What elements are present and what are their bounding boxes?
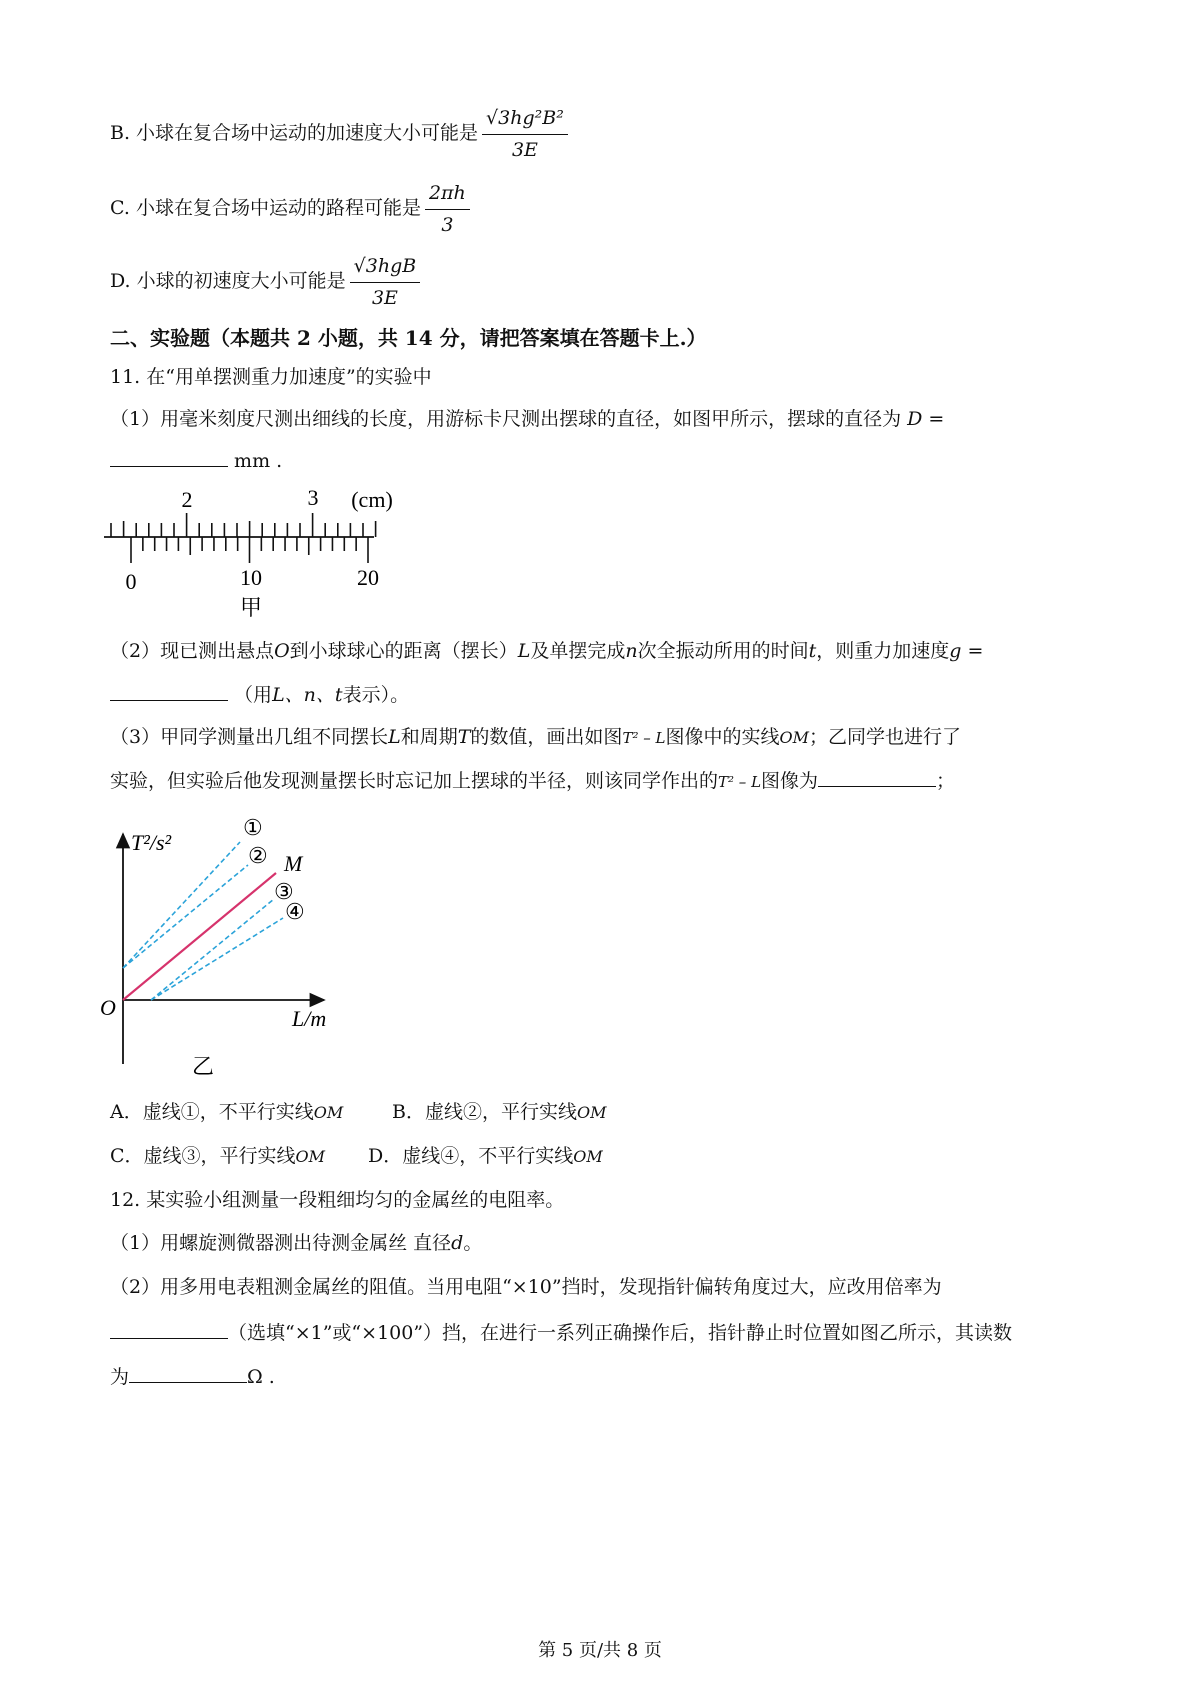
- t2-l-graph: [96, 808, 376, 1080]
- text-seg: （2）现已测出悬点: [110, 640, 275, 662]
- q11-part2-answer: [110, 680, 409, 710]
- option-B-text: B. 小球在复合场中运动的加速度大小可能是: [110, 122, 479, 144]
- text-seg: 图像中的实线: [665, 726, 780, 748]
- var-n: n: [625, 640, 638, 662]
- q12-part2-line1: （2）用多用电表粗测金属丝的阻值。当用电阻“×10”挡时，发现指针偏转角度过大，应改用倍率为: [110, 1276, 942, 1298]
- text-seg: 及单摆完成: [530, 640, 626, 662]
- dashed-line-3: [151, 899, 274, 1000]
- vernier-caliper-figure: [100, 483, 420, 628]
- text-seg: 的数值，画出如图: [470, 726, 623, 748]
- option-B: [110, 106, 568, 162]
- graph-name: T² – L: [718, 773, 762, 791]
- text-seg: 图像为: [761, 770, 819, 792]
- q12-stem: 12. 某实验小组测量一段粗细均匀的金属丝的电阻率。: [110, 1189, 565, 1211]
- option-D-text: D. 小球的初速度大小可能是: [110, 270, 346, 292]
- choice-text: C．虚线③，平行实线: [110, 1145, 296, 1167]
- x-axis-label: L/m: [292, 1006, 327, 1031]
- choice-text: A．虚线①，不平行实线: [110, 1101, 314, 1123]
- line-label-4: ④: [285, 899, 305, 924]
- y-axis-label: T²/s²: [131, 830, 172, 855]
- text-seg: ；: [936, 770, 956, 792]
- figure-caption-yi: 乙: [192, 1054, 215, 1079]
- dashed-line-2: [123, 865, 248, 968]
- text-seg: 为: [110, 1366, 130, 1388]
- answer-blank[interactable]: [129, 1364, 247, 1383]
- answer-blank[interactable]: [110, 1320, 228, 1339]
- q11-part2: [110, 636, 983, 666]
- dashed-line-1: [123, 842, 240, 968]
- text-seg: （1）用螺旋测微器测出待测金属丝 直径: [110, 1232, 452, 1254]
- fraction-denominator: 3E: [371, 287, 398, 309]
- text-seg: 。: [463, 1232, 483, 1254]
- fraction-denominator: 3E: [511, 139, 538, 161]
- option-B-fraction: [482, 106, 568, 162]
- var-g: g =: [949, 640, 984, 662]
- var-t: t: [808, 640, 817, 662]
- vernier-label-0: 0: [125, 569, 137, 594]
- choice-text: B．虚线②，平行实线: [392, 1101, 577, 1123]
- vars-L-n-t: L、n、t: [272, 684, 343, 706]
- q11-choices-row1: [110, 1097, 606, 1128]
- fraction-numerator: √3hgB: [350, 254, 421, 283]
- figure-caption-jia: 甲: [239, 595, 263, 620]
- option-D-fraction: [350, 254, 421, 310]
- fraction-denominator: 3: [441, 214, 454, 236]
- text-seg: ；乙同学也进行了: [808, 726, 961, 748]
- q11-choices-row2: [110, 1141, 603, 1172]
- q12-part1: [110, 1228, 482, 1258]
- answer-blank[interactable]: [110, 682, 228, 701]
- var-T: T: [457, 726, 471, 748]
- q11-part1-answer: [110, 446, 282, 476]
- q11-part1: [110, 404, 944, 434]
- unit-label-cm: (cm): [351, 487, 393, 512]
- q12-part2-line3: [110, 1362, 275, 1392]
- text-seg: （选填“×1”或“×100”）挡，在进行一系列正确操作后，指针静止时位置如图乙所示，其读数: [228, 1322, 1013, 1344]
- option-C-text: C. 小球在复合场中运动的路程可能是: [110, 197, 421, 219]
- q11-stem: 11. 在“用单摆测重力加速度”的实验中: [110, 366, 432, 388]
- main-label-2: 2: [181, 487, 193, 512]
- choice-B[interactable]: [392, 1097, 606, 1128]
- text-seg: 表示）。: [342, 684, 410, 706]
- line-label-1: ①: [243, 815, 263, 840]
- vernier-label-20: 20: [357, 565, 379, 590]
- q12-part2-line2: [110, 1318, 1012, 1348]
- option-C: [110, 181, 470, 237]
- unit-mm: mm .: [234, 450, 283, 472]
- text-seg: （用: [234, 684, 273, 706]
- main-label-3: 3: [307, 485, 319, 510]
- fraction-numerator: 2πh: [425, 181, 470, 210]
- var-L: L: [388, 726, 401, 748]
- q11-part1-var: D =: [907, 408, 945, 430]
- text-seg: 到小球球心的距离（摆长）: [289, 640, 518, 662]
- q11-part3-line1: [110, 722, 961, 753]
- var-OM: OM: [573, 1147, 603, 1166]
- var-OM: OM: [313, 1103, 344, 1122]
- line-label-2: ②: [248, 843, 268, 868]
- var-L: L: [517, 640, 531, 662]
- choice-text: D．虚线④，不平行实线: [368, 1145, 574, 1167]
- option-D: [110, 254, 420, 310]
- section-heading: 二、实验题（本题共 2 小题，共 14 分，请把答案填在答题卡上.）: [110, 326, 707, 350]
- text-seg: 实验，但实验后他发现测量摆长时忘记加上摆球的半径，则该同学作出的: [110, 770, 719, 792]
- choice-C[interactable]: [110, 1141, 368, 1172]
- q11-part1-text: （1）用毫米刻度尺测出细线的长度，用游标卡尺测出摆球的直径，如图甲所示，摆球的直径为: [110, 408, 902, 430]
- var-OM: OM: [576, 1103, 607, 1122]
- q11-part3-line2: [110, 766, 955, 797]
- text-seg: 和周期: [400, 726, 458, 748]
- text-seg: （3）甲同学测量出几组不同摆长: [110, 726, 389, 748]
- vernier-label-10: 10: [240, 565, 262, 590]
- origin-label: O: [100, 995, 116, 1020]
- var-d: d: [451, 1232, 464, 1254]
- choice-A[interactable]: [110, 1097, 392, 1128]
- graph-name: T² – L: [622, 729, 666, 747]
- text-seg: 次全振动所用的时间: [637, 640, 809, 662]
- answer-blank[interactable]: [818, 768, 936, 787]
- line-label-3: ③: [274, 879, 294, 904]
- option-C-fraction: [425, 181, 470, 237]
- text-seg: ，则重力加速度: [816, 640, 950, 662]
- label-M: M: [284, 851, 303, 876]
- page-footer: 第 5 页/共 8 页: [538, 1640, 662, 1661]
- answer-blank[interactable]: [110, 448, 228, 467]
- caliper-vernier-scale: [131, 537, 368, 563]
- var-O: O: [274, 640, 290, 662]
- fraction-numerator: √3hg²B²: [482, 106, 568, 135]
- unit-ohm: Ω .: [247, 1366, 275, 1388]
- var-OM: OM: [295, 1147, 326, 1166]
- caliper-main-scale: [111, 513, 376, 537]
- var-OM: OM: [779, 728, 809, 747]
- choice-D[interactable]: [368, 1141, 603, 1172]
